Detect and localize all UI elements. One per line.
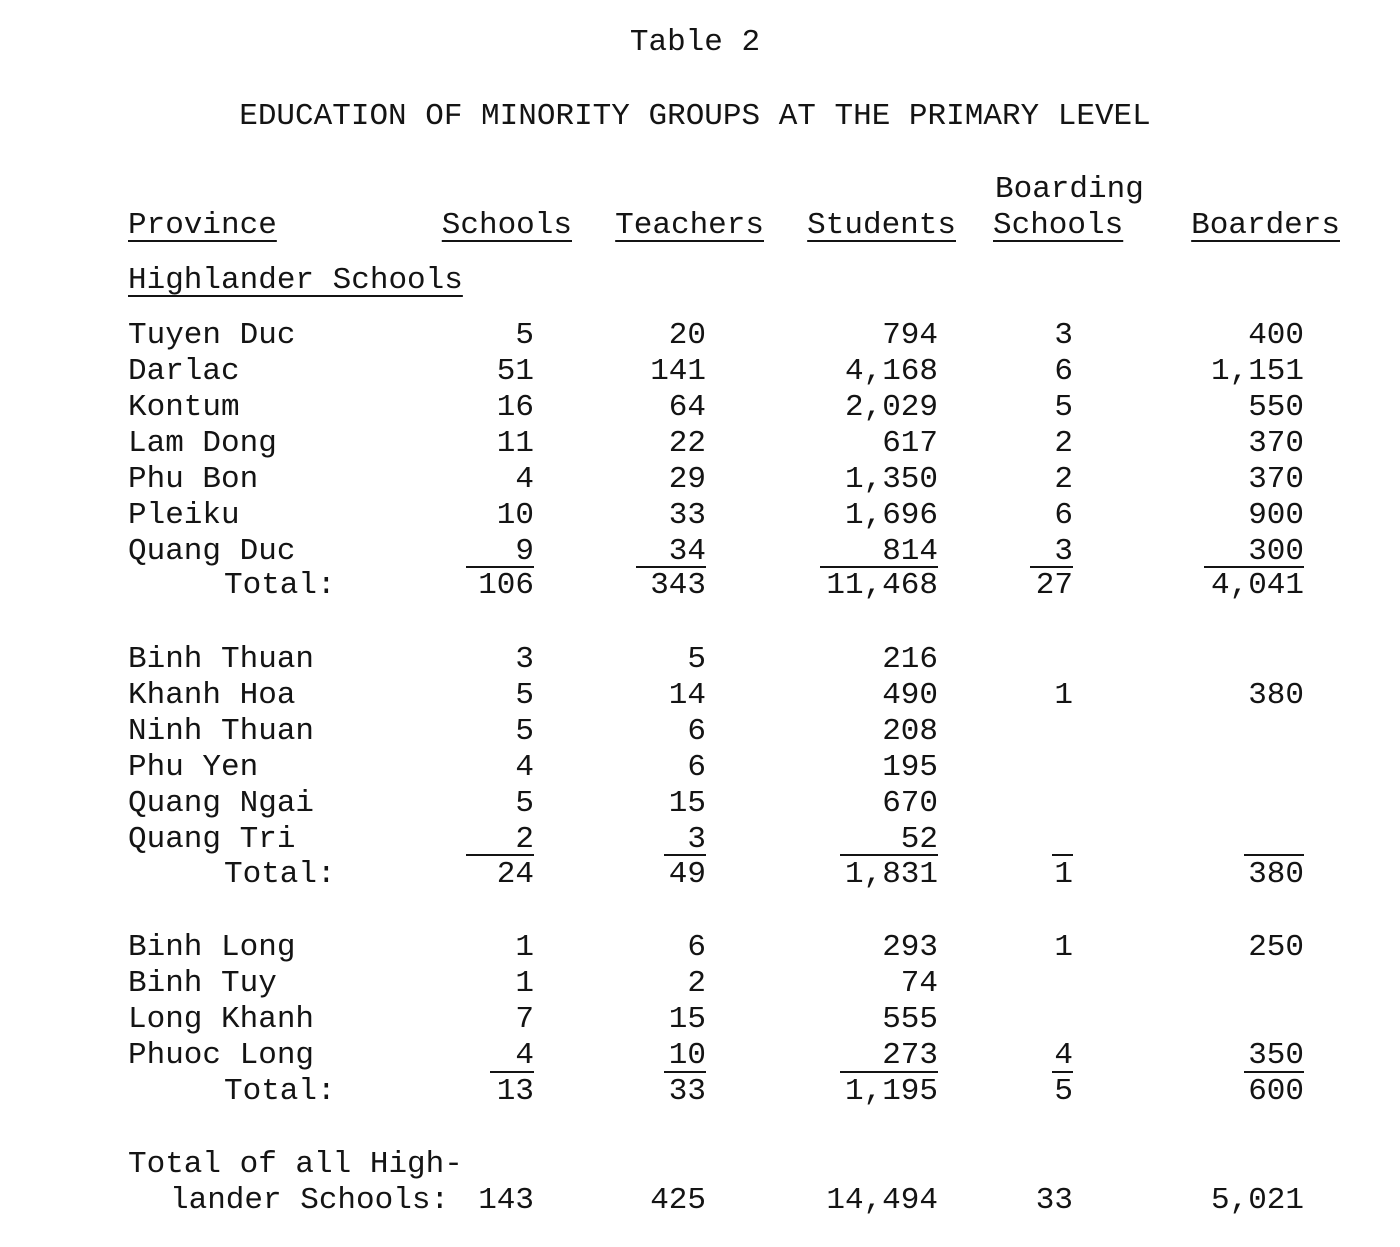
cell-students: 490 bbox=[882, 678, 938, 713]
cell-teachers: 5 bbox=[687, 642, 706, 677]
cell-boarding: 1 bbox=[1054, 930, 1073, 965]
cell-teachers: 3 bbox=[687, 822, 706, 857]
cell-schools: 16 bbox=[496, 390, 534, 425]
grand-total-schools: 143 bbox=[478, 1183, 534, 1218]
total-teachers: 33 bbox=[668, 1074, 706, 1109]
grand-total-teachers: 425 bbox=[650, 1183, 706, 1218]
cell-schools: 7 bbox=[515, 1002, 534, 1037]
cell-teachers: 10 bbox=[668, 1038, 706, 1073]
total-rule bbox=[1244, 1071, 1304, 1073]
total-label: Total: bbox=[224, 1074, 336, 1109]
cell-schools: 4 bbox=[515, 462, 534, 497]
cell-boarders: 250 bbox=[1248, 930, 1304, 965]
cell-schools: 10 bbox=[496, 498, 534, 533]
table-label: Table 2 bbox=[629, 25, 761, 60]
cell-boarding: 6 bbox=[1054, 498, 1073, 533]
header-schools: Schools bbox=[441, 208, 572, 243]
cell-province: Binh Long bbox=[128, 930, 296, 965]
cell-boarders: 380 bbox=[1248, 678, 1304, 713]
total-rule bbox=[840, 854, 938, 856]
cell-students: 52 bbox=[900, 822, 938, 857]
cell-province: Binh Thuan bbox=[128, 642, 315, 677]
cell-teachers: 2 bbox=[687, 966, 706, 1001]
cell-students: 794 bbox=[882, 318, 938, 353]
header-teachers: Teachers bbox=[615, 208, 764, 243]
cell-teachers: 141 bbox=[650, 354, 706, 389]
cell-students: 617 bbox=[882, 426, 938, 461]
cell-students: 74 bbox=[900, 966, 938, 1001]
cell-schools: 5 bbox=[515, 678, 534, 713]
cell-boarding: 3 bbox=[1054, 318, 1073, 353]
cell-boarding: 4 bbox=[1054, 1038, 1073, 1073]
cell-schools: 1 bbox=[515, 966, 534, 1001]
total-label: Total: bbox=[224, 568, 336, 603]
total-rule bbox=[664, 1071, 706, 1073]
total-schools: 106 bbox=[478, 568, 534, 603]
total-students: 11,468 bbox=[826, 568, 938, 603]
cell-teachers: 15 bbox=[668, 786, 706, 821]
cell-schools: 2 bbox=[515, 822, 534, 857]
cell-students: 1,350 bbox=[844, 462, 938, 497]
cell-schools: 5 bbox=[515, 714, 534, 749]
cell-boarding: 3 bbox=[1054, 534, 1073, 569]
cell-students: 273 bbox=[882, 1038, 938, 1073]
cell-boarders: 370 bbox=[1248, 426, 1304, 461]
total-students: 1,195 bbox=[844, 1074, 938, 1109]
total-rule bbox=[840, 1071, 938, 1073]
cell-province: Lam Dong bbox=[128, 426, 277, 461]
total-teachers: 343 bbox=[650, 568, 706, 603]
total-schools: 24 bbox=[496, 857, 534, 892]
cell-students: 670 bbox=[882, 786, 938, 821]
cell-students: 555 bbox=[882, 1002, 938, 1037]
cell-province: Long Khanh bbox=[128, 1002, 315, 1037]
cell-boarding: 1 bbox=[1054, 678, 1073, 713]
total-label: Total: bbox=[224, 857, 336, 892]
cell-boarding: 5 bbox=[1054, 390, 1073, 425]
cell-teachers: 29 bbox=[668, 462, 706, 497]
header-boarding-line1: Boarding bbox=[995, 172, 1144, 207]
cell-schools: 11 bbox=[496, 426, 534, 461]
cell-teachers: 22 bbox=[668, 426, 706, 461]
header-province: Province bbox=[128, 208, 277, 243]
cell-boarding: 6 bbox=[1054, 354, 1073, 389]
total-boarding: 1 bbox=[1054, 857, 1073, 892]
total-rule bbox=[664, 854, 706, 856]
cell-province: Phu Yen bbox=[128, 750, 259, 785]
cell-province: Khanh Hoa bbox=[128, 678, 296, 713]
cell-province: Phu Bon bbox=[128, 462, 259, 497]
grand-total-label-line2: lander Schools: bbox=[170, 1183, 450, 1218]
cell-boarders: 370 bbox=[1248, 462, 1304, 497]
grand-total-boarding: 33 bbox=[1035, 1183, 1073, 1218]
total-students: 1,831 bbox=[844, 857, 938, 892]
cell-province: Tuyen Duc bbox=[128, 318, 296, 353]
cell-boarders: 400 bbox=[1248, 318, 1304, 353]
cell-schools: 9 bbox=[515, 534, 534, 569]
cell-teachers: 14 bbox=[668, 678, 706, 713]
cell-province: Pleiku bbox=[128, 498, 240, 533]
cell-teachers: 15 bbox=[668, 1002, 706, 1037]
total-rule bbox=[1052, 1071, 1073, 1073]
cell-students: 1,696 bbox=[844, 498, 938, 533]
cell-students: 293 bbox=[882, 930, 938, 965]
cell-schools: 51 bbox=[496, 354, 534, 389]
cell-boarding: 2 bbox=[1054, 426, 1073, 461]
cell-teachers: 64 bbox=[668, 390, 706, 425]
header-boarding-line2: Schools bbox=[993, 208, 1124, 243]
cell-teachers: 33 bbox=[668, 498, 706, 533]
total-rule bbox=[1244, 854, 1304, 856]
total-boarders: 380 bbox=[1248, 857, 1304, 892]
total-teachers: 49 bbox=[668, 857, 706, 892]
header-boarders: Boarders bbox=[1191, 208, 1340, 243]
total-boarding: 5 bbox=[1054, 1074, 1073, 1109]
cell-students: 4,168 bbox=[844, 354, 938, 389]
cell-schools: 5 bbox=[515, 786, 534, 821]
cell-province: Binh Tuy bbox=[128, 966, 277, 1001]
total-boarding: 27 bbox=[1035, 568, 1073, 603]
cell-teachers: 6 bbox=[687, 714, 706, 749]
cell-boarders: 550 bbox=[1248, 390, 1304, 425]
cell-boarders: 300 bbox=[1248, 534, 1304, 569]
cell-province: Darlac bbox=[128, 354, 240, 389]
section-heading: Highlander Schools bbox=[128, 263, 463, 298]
grand-total-label-line1: Total of all High- bbox=[128, 1147, 463, 1182]
cell-boarders: 350 bbox=[1248, 1038, 1304, 1073]
cell-teachers: 34 bbox=[668, 534, 706, 569]
cell-schools: 4 bbox=[515, 750, 534, 785]
cell-schools: 3 bbox=[515, 642, 534, 677]
cell-province: Quang Tri bbox=[128, 822, 296, 857]
cell-teachers: 6 bbox=[687, 750, 706, 785]
cell-province: Ninh Thuan bbox=[128, 714, 315, 749]
cell-students: 195 bbox=[882, 750, 938, 785]
cell-teachers: 20 bbox=[668, 318, 706, 353]
total-rule bbox=[466, 854, 534, 856]
table-title: EDUCATION OF MINORITY GROUPS AT THE PRIMARY LEVEL bbox=[239, 99, 1151, 134]
cell-schools: 4 bbox=[515, 1038, 534, 1073]
cell-students: 2,029 bbox=[844, 390, 938, 425]
cell-schools: 1 bbox=[515, 930, 534, 965]
total-boarders: 600 bbox=[1248, 1074, 1304, 1109]
total-rule bbox=[490, 1071, 534, 1073]
cell-province: Kontum bbox=[128, 390, 240, 425]
header-students: Students bbox=[807, 208, 956, 243]
cell-teachers: 6 bbox=[687, 930, 706, 965]
cell-province: Phuoc Long bbox=[128, 1038, 315, 1073]
total-schools: 13 bbox=[496, 1074, 534, 1109]
grand-total-students: 14,494 bbox=[826, 1183, 938, 1218]
grand-total-boarders: 5,021 bbox=[1210, 1183, 1304, 1218]
total-rule bbox=[1052, 854, 1073, 856]
cell-boarders: 900 bbox=[1248, 498, 1304, 533]
cell-schools: 5 bbox=[515, 318, 534, 353]
cell-province: Quang Duc bbox=[128, 534, 296, 569]
cell-boarders: 1,151 bbox=[1210, 354, 1304, 389]
cell-students: 216 bbox=[882, 642, 938, 677]
cell-students: 208 bbox=[882, 714, 938, 749]
cell-boarding: 2 bbox=[1054, 462, 1073, 497]
cell-province: Quang Ngai bbox=[128, 786, 315, 821]
total-boarders: 4,041 bbox=[1210, 568, 1304, 603]
cell-students: 814 bbox=[882, 534, 938, 569]
